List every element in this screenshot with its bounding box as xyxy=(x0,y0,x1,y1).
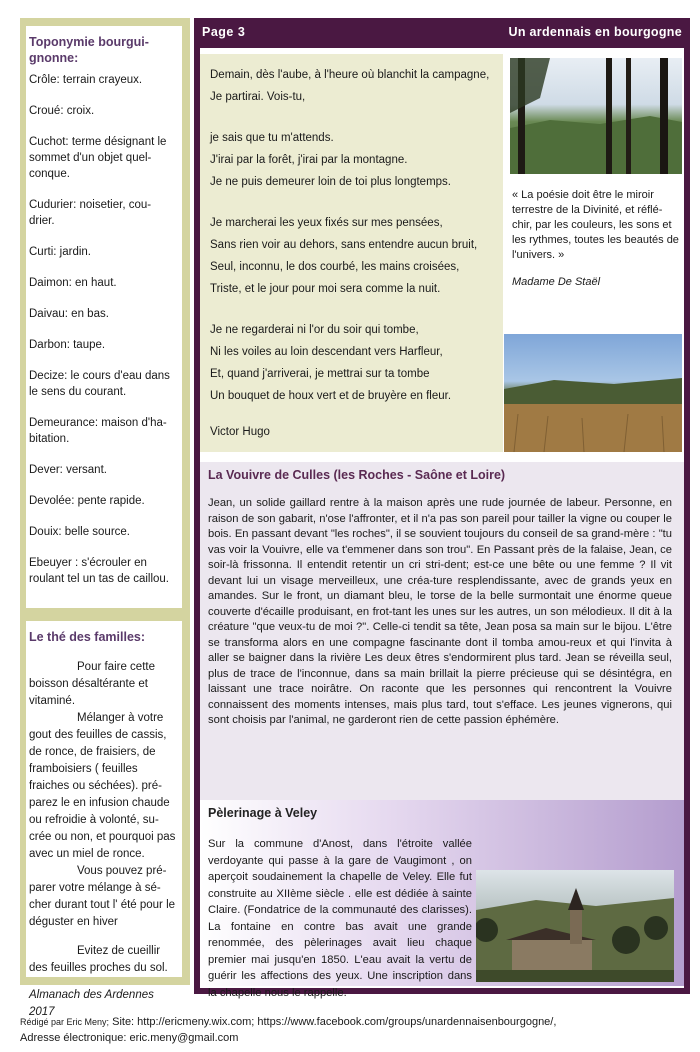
toponymie-entry: Darbon: taupe. xyxy=(29,339,106,351)
toponymie-entry: Devolée: pente rapide. xyxy=(29,495,145,507)
quote-text: « La poésie doit être le miroir terrestre de la Divinité, et réflé-chir, par les couleurs, les sons et les rythmes, toutes les beautés de l'univers. » xyxy=(512,189,679,261)
newsletter-title: Un ardennais en bourgogne xyxy=(508,25,682,39)
vouivre-text: Jean, un solide gaillard rentre à la maison après une rude journée de labeur. Personne, en raison de son gabarit, n'ose l'affronter, et il n'a pas son pareil pour tailler la vigne ou couper le bois. En passant devant "les roches", il se souvient toujours du conseil de sa grand-mère : "tu vas voir la Vouivre, elle va t'emmener dans son trou". En Passant près de la falaise, Jean, ce soir-là frissonna. Il entendit retentir un cri stri-dent; est-ce une bête ou une femme ? Il vit devant lui un visage merveilleux, une créa-ture resplendissante, avec de grands yeux en amandes. Sur le front, un diamant bleu, le torse de la belle surmontait une énorme queue couverte d'écaille produisant, en frot-tant les unes sur les autres, un son mélodieux. Il dit à la créature "que veux-tu de moi ?". Celle-ci tendit sa tête, Jean posa sa main sur le bijou. L'être se transforma alors en une compagne fascinante dont il tomba amou-reux et qui l'invita à aller se baigner dans la rivière Les deux êtres s'endormirent plus tard. Jean se réveilla seul, plus de trace de l'inconnue, dans sa main brillait la pierre précieuse qui se désintégra, en laissant une trace noirâtre. On raconte que les personnes qui rencontrent la Vouivre connaissent des moments intenses, mais plus tard, tout s'efface. Les jeunes vignerons, qui sont choisis par l'animal, ne garderont rien de cette passion éphémère. xyxy=(208,497,672,726)
toponymie-entry: Croué: croix. xyxy=(29,105,95,117)
toponymie-entry: Curti: jardin. xyxy=(29,246,91,258)
toponymie-entry: Crôle: terrain crayeux. xyxy=(29,74,143,86)
page-header xyxy=(194,18,690,46)
pelerinage-title: Pèlerinage à Veley xyxy=(208,806,318,820)
toponymie-entry: Demeurance: maison d'ha-bitation. xyxy=(29,417,167,445)
poem-line: Triste, et le jour pour moi sera comme la nuit. xyxy=(210,283,441,295)
toponymie-title: Toponymie bourgui-gnonne: xyxy=(29,35,149,65)
toponymie-box xyxy=(26,26,182,608)
chapel-photo xyxy=(476,870,674,982)
page-number: Page 3 xyxy=(202,25,246,39)
sidebar xyxy=(20,18,190,1018)
pelerinage-text: Sur la commune d'Anost, dans l'étroite vallée verdoyante qui passe à la gare de Vaugimont , on aperçoit soudainement la chapelle de Veley. Elle fut construite au XIIème siècle . elle est dédiée à sainte Claire. (Fondatrice de la communauté des clarisses). La fontaine en contre bas avait une grande renommée, des pèlerinages avait lieu chaque premier mai jusqu'en 1850. L'eau avait la vertu de guérir les affections des yeux. Une inscription dans la chapelle nous le rappelle. xyxy=(208,838,472,999)
toponymie-entry: Decize: le cours d'eau dans le sens du courant. xyxy=(29,370,170,398)
toponymie-list xyxy=(26,72,182,587)
footer-site: Site: http://ericmeny.wix.com; https://www.facebook.com/groups/unardennaisenbourgogne/, xyxy=(109,1016,557,1028)
quote-block xyxy=(512,188,682,290)
poem-line: Je partirai. Vois-tu, xyxy=(210,91,306,103)
main-frame xyxy=(194,18,690,999)
heath-photo xyxy=(504,334,682,452)
tea-title: Le thé des familles: xyxy=(29,630,146,644)
poem-line: je sais que tu m'attends. xyxy=(210,132,334,144)
toponymie-entry: Ebeuyer : s'écrouler en roulant tel un tas de caillou. xyxy=(29,557,170,585)
tea-box xyxy=(26,621,182,1018)
toponymie-entry: Daimon: en haut. xyxy=(29,277,117,289)
poem-line: Je ne regarderai ni l'or du soir qui tombe, xyxy=(210,324,419,336)
vouivre-article xyxy=(200,462,684,800)
poem-line: Je ne puis demeurer loin de toi plus longtemps. xyxy=(210,176,452,188)
footer-credit: Rédigé par Eric Meny; xyxy=(20,1017,110,1027)
poem-line: Et, quand j'arriverai, je mettrai sur ta tombe xyxy=(210,368,430,380)
poem-author: Victor Hugo xyxy=(210,426,270,438)
poem-line: J'irai par la forêt, j'irai par la montagne. xyxy=(210,154,408,166)
footer-email: Adresse électronique: eric.meny@gmail.com xyxy=(20,1032,239,1044)
tea-source: Almanach des Ardennes 2017 xyxy=(29,989,154,1018)
toponymie-entry: Cudurier: noisetier, cou-drier. xyxy=(29,199,152,227)
poem-line: Un bouquet de houx vert et de bruyère en fleur. xyxy=(210,390,452,402)
poem-line: Sans rien voir au dehors, sans entendre aucun bruit, xyxy=(210,239,478,251)
poem-box xyxy=(200,54,503,452)
tea-paragraph: Evitez de cueillir des feuilles proches du sol. xyxy=(29,945,168,974)
vouivre-title: La Vouivre de Culles (les Roches - Saône et Loire) xyxy=(208,468,506,482)
footer xyxy=(20,1014,680,1046)
pelerinage-article xyxy=(200,800,684,999)
forest-photo xyxy=(510,58,682,174)
tea-paragraph: Mélanger à votre gout des feuilles de cassis, de ronce, de fraisiers, de framboisiers ( feuilles fraiches ou séchées). pré-parez le en infusion chaude ou refroidie à volonté, su-crée ou non, et pourquoi pas avec un miel de ronce. xyxy=(29,712,176,860)
toponymie-entry: Dever: versant. xyxy=(29,464,107,476)
tea-paragraph: Pour faire cette boisson désaltérante et vitaminé. xyxy=(29,661,155,707)
poem-line: Ni les voiles au loin descendant vers Harfleur, xyxy=(210,346,443,358)
tea-paragraph: Vous pouvez pré-parer votre mélange à sé-cher durant tout l' été pour le déguster en hiver xyxy=(29,865,176,928)
quote-author: Madame De Staël xyxy=(512,276,601,288)
toponymie-entry: Cuchot: terme désignant le sommet d'un objet quel-conque. xyxy=(29,136,167,180)
poem-line: Seul, inconnu, le dos courbé, les mains croisées, xyxy=(210,261,460,273)
content-area xyxy=(200,48,684,999)
toponymie-entry: Daivau: en bas. xyxy=(29,308,109,320)
toponymie-entry: Douix: belle source. xyxy=(29,526,130,538)
poem-line: Demain, dès l'aube, à l'heure où blanchit la campagne, xyxy=(210,69,490,81)
poem-line: Je marcherai les yeux fixés sur mes pensées, xyxy=(210,217,443,229)
